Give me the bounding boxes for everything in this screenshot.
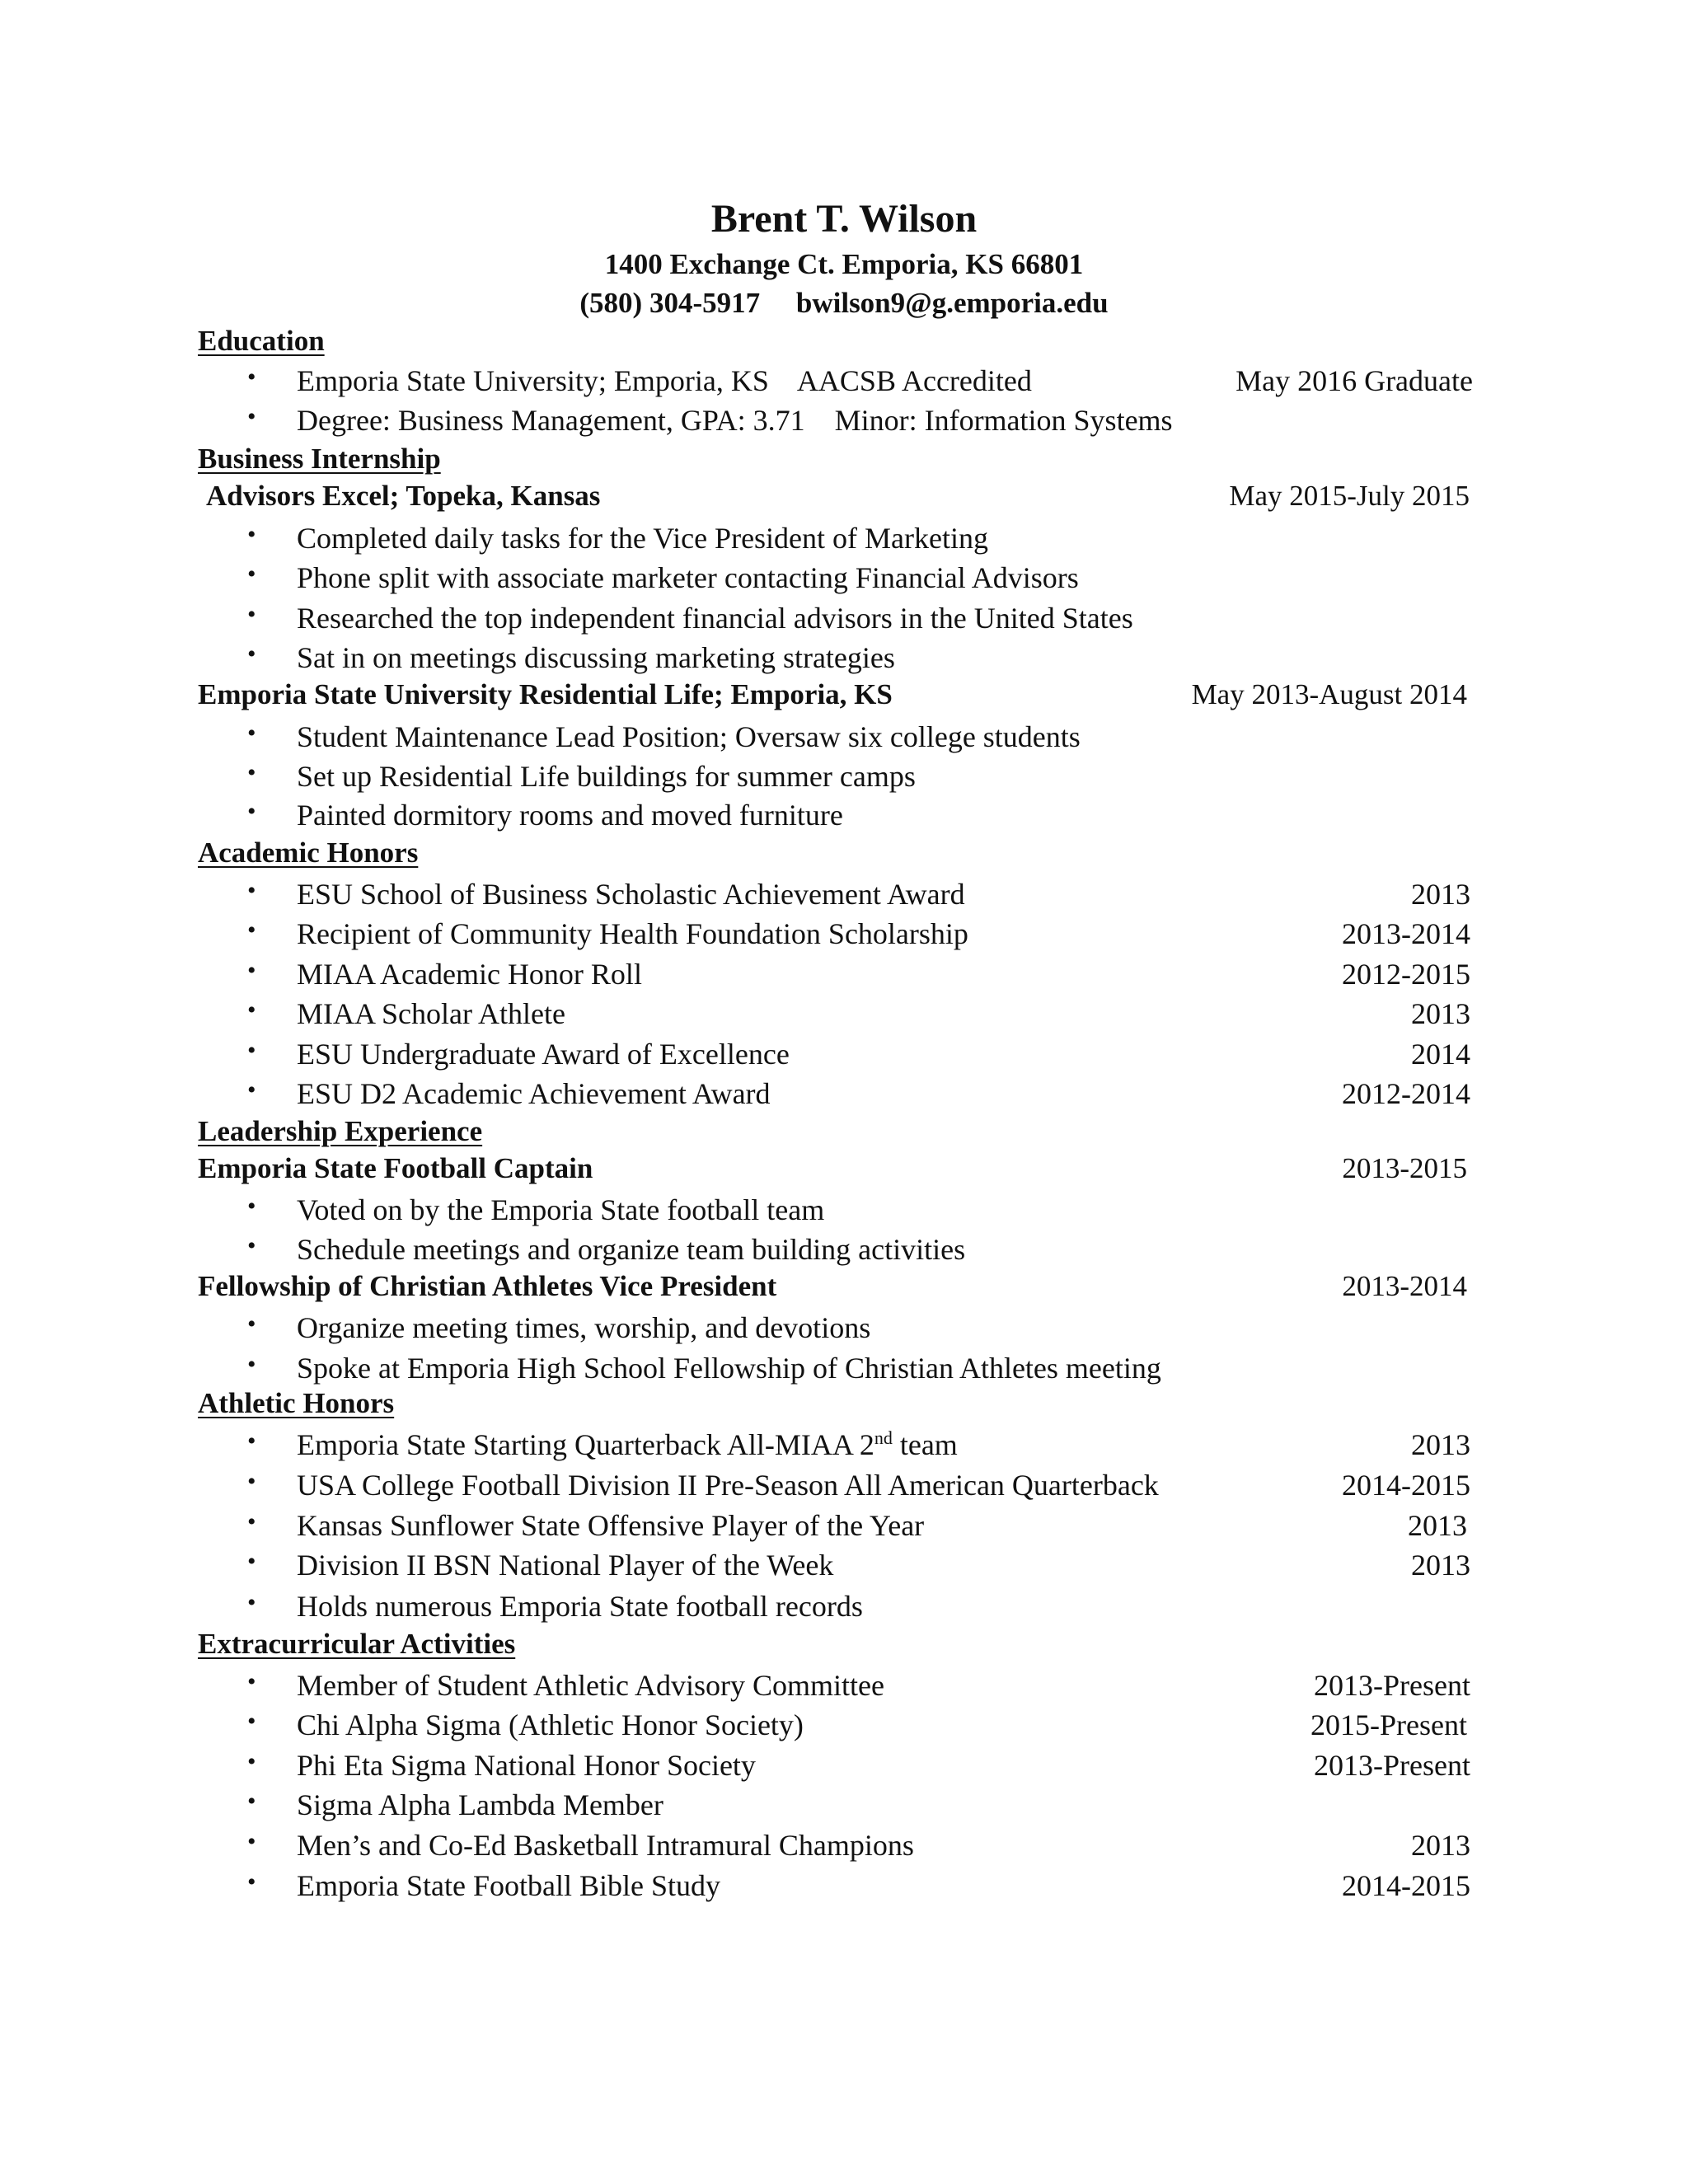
list-item [247, 719, 1470, 756]
list-item-date: 2013 [1411, 1829, 1470, 1862]
list-item-text: Spoke at Emporia High School Fellowship of Christian Athletes meeting [297, 1352, 1161, 1385]
list-item-date: 2012-2015 [1342, 958, 1470, 991]
list-item-text: Phone split with associate marketer contacting Financial Advisors [297, 561, 1079, 594]
list-item-text: Voted on by the Emporia State football team [297, 1193, 825, 1226]
bullet-icon: • [247, 1232, 256, 1259]
list-item [247, 1708, 1470, 1744]
list-item [247, 521, 1470, 557]
bullet-icon: • [247, 759, 256, 786]
list-item [247, 1828, 1470, 1864]
job-title: Emporia State Football Captain [198, 1152, 593, 1184]
list-item [247, 403, 1470, 439]
list-item-text: Set up Residential Life buildings for summer camps [297, 760, 916, 793]
list-item-text: Phi Eta Sigma National Honor Society [297, 1749, 756, 1782]
list-item-text: ESU D2 Academic Achievement Award [297, 1077, 771, 1110]
section-heading-extracurricular: Extracurricular Activities [198, 1628, 516, 1660]
list-item-date: 2015-Present [1311, 1708, 1467, 1741]
job-title-row [198, 678, 1467, 715]
list-item-text: MIAA Scholar Athlete [297, 997, 565, 1030]
bullet-icon: • [247, 1037, 256, 1064]
list-item-date: 2013 [1411, 1428, 1470, 1461]
list-item [247, 601, 1470, 637]
address-line: 1400 Exchange Ct. Emporia, KS 66801 [604, 248, 1084, 280]
contact-line [0, 287, 1688, 320]
bullet-icon: • [247, 1076, 256, 1104]
bullet-icon: • [247, 1508, 256, 1535]
bullet-icon: • [247, 601, 256, 628]
bullet-icon: • [247, 403, 256, 430]
list-item-date: 2013 [1408, 1509, 1467, 1542]
section-heading-education: Education [198, 325, 325, 357]
list-item-text: Men’s and Co-Ed Basketball Intramural Champions [297, 1829, 914, 1862]
bullet-icon: • [247, 1351, 256, 1378]
job-title-row [198, 1270, 1467, 1306]
list-item [247, 363, 1473, 400]
list-item-text: Degree: Business Management, GPA: 3.71 Minor: Information Systems [297, 404, 1173, 437]
list-item [247, 1748, 1470, 1784]
bullet-icon: • [247, 1193, 256, 1220]
list-item [247, 560, 1470, 597]
list-item [247, 1868, 1470, 1905]
bullet-icon: • [247, 719, 256, 747]
bullet-icon: • [247, 1668, 256, 1695]
list-item [247, 1076, 1470, 1113]
email-address: bwilson9@g.emporia.edu [795, 287, 1109, 319]
section-heading-academic-honors: Academic Honors [198, 837, 419, 869]
list-item [247, 1310, 1470, 1347]
list-item-text: Painted dormitory rooms and moved furniture [297, 799, 843, 832]
bullet-icon: • [247, 560, 256, 588]
list-item-text: Emporia State Football Bible Study [297, 1869, 720, 1902]
list-item [247, 1548, 1470, 1584]
list-item-date: 2014-2015 [1342, 1869, 1470, 1902]
resume-name: Brent T. Wilson [710, 197, 978, 241]
list-item-date: 2013-Present [1314, 1669, 1470, 1702]
bullet-icon: • [247, 1788, 256, 1815]
bullet-icon: • [247, 957, 256, 984]
list-item [247, 1468, 1470, 1504]
list-item-date: 2013 [1411, 878, 1470, 911]
list-item-text: Kansas Sunflower State Offensive Player of the Year [297, 1509, 925, 1542]
list-item-text: Emporia State University; Emporia, KS AACSB Accredited [297, 364, 1032, 397]
list-item-date: 2012-2014 [1342, 1077, 1470, 1110]
bullet-icon: • [247, 1310, 256, 1338]
list-item-text: Member of Student Athletic Advisory Committee [297, 1669, 884, 1702]
list-item-text: Schedule meetings and organize team building activities [297, 1233, 966, 1266]
list-item-text: Sigma Alpha Lambda Member [297, 1788, 663, 1821]
bullet-icon: • [247, 1589, 256, 1616]
job-date: May 2013-August 2014 [1191, 678, 1467, 710]
bullet-icon: • [247, 1468, 256, 1495]
bullet-icon: • [247, 877, 256, 904]
list-item [247, 798, 1470, 834]
ordinal-suffix: nd [874, 1427, 893, 1448]
job-date: 2013-2014 [1342, 1270, 1467, 1302]
bullet-icon: • [247, 521, 256, 548]
list-item-date: May 2016 Graduate [1236, 364, 1473, 397]
section-heading-internship: Business Internship [198, 443, 441, 475]
bullet-icon: • [247, 640, 256, 668]
bullet-icon: • [247, 1748, 256, 1775]
bullet-icon: • [247, 1868, 256, 1896]
bullet-icon: • [247, 1708, 256, 1735]
list-item [247, 1427, 1470, 1464]
list-item [247, 996, 1470, 1033]
list-item-date: 2014 [1411, 1038, 1470, 1071]
list-item-date: 2013 [1411, 1549, 1470, 1582]
list-item-text: Completed daily tasks for the Vice President of Marketing [297, 522, 988, 555]
bullet-icon: • [247, 798, 256, 825]
honor-text-suffix: team [892, 1428, 958, 1461]
list-item [247, 1788, 1470, 1824]
list-item-date: 2014-2015 [1342, 1469, 1470, 1502]
list-item [247, 957, 1470, 993]
job-title: Advisors Excel; Topeka, Kansas [206, 480, 601, 512]
job-date: May 2015-July 2015 [1229, 480, 1470, 512]
list-item-text: Chi Alpha Sigma (Athletic Honor Society) [297, 1708, 804, 1741]
list-item [247, 1037, 1470, 1073]
list-item-text: Division II BSN National Player of the Week [297, 1549, 834, 1582]
bullet-icon: • [247, 996, 256, 1024]
list-item-text: Sat in on meetings discussing marketing strategies [297, 641, 895, 674]
bullet-icon: • [247, 1548, 256, 1575]
list-item-text: Recipient of Community Health Foundation Scholarship [297, 917, 968, 950]
list-item [247, 877, 1470, 913]
list-item-text: Student Maintenance Lead Position; Oversaw six college students [297, 720, 1081, 753]
list-item-text: USA College Football Division II Pre-Season All American Quarterback [297, 1469, 1159, 1502]
bullet-icon: • [247, 916, 256, 944]
list-item [247, 1589, 1470, 1625]
list-item [247, 1508, 1470, 1544]
list-item [247, 1351, 1470, 1387]
section-heading-leadership: Leadership Experience [198, 1115, 483, 1147]
job-date: 2013-2015 [1342, 1152, 1467, 1184]
bullet-icon: • [247, 1427, 256, 1455]
list-item [247, 759, 1470, 795]
list-item [247, 1232, 1470, 1268]
list-item-text: Researched the top independent financial advisors in the United States [297, 602, 1133, 635]
bullet-icon: • [247, 1828, 256, 1855]
job-title: Emporia State University Residential Life; Emporia, KS [198, 678, 893, 710]
list-item [247, 640, 1470, 677]
list-item-text: Organize meeting times, worship, and devotions [297, 1311, 871, 1344]
list-item [247, 916, 1470, 953]
list-item-text: MIAA Academic Honor Roll [297, 958, 642, 991]
phone-number: (580) 304-5917 [579, 287, 761, 319]
job-title-row [206, 480, 1470, 516]
section-heading-athletic-honors: Athletic Honors [198, 1387, 395, 1419]
list-item-date: 2013-Present [1314, 1749, 1470, 1782]
bullet-icon: • [247, 363, 256, 391]
honor-text-prefix: Emporia State Starting Quarterback All-MIAA 2 [297, 1428, 874, 1461]
job-title-row [198, 1152, 1467, 1188]
list-item [247, 1193, 1470, 1229]
list-item-text: ESU Undergraduate Award of Excellence [297, 1038, 790, 1071]
list-item-date: 2013 [1411, 997, 1470, 1030]
list-item-text: Holds numerous Emporia State football records [297, 1590, 863, 1623]
list-item-date: 2013-2014 [1342, 917, 1470, 950]
list-item [247, 1668, 1470, 1704]
list-item-text [297, 1427, 958, 1462]
list-item-text: ESU School of Business Scholastic Achievement Award [297, 878, 965, 911]
job-title: Fellowship of Christian Athletes Vice President [198, 1270, 777, 1302]
